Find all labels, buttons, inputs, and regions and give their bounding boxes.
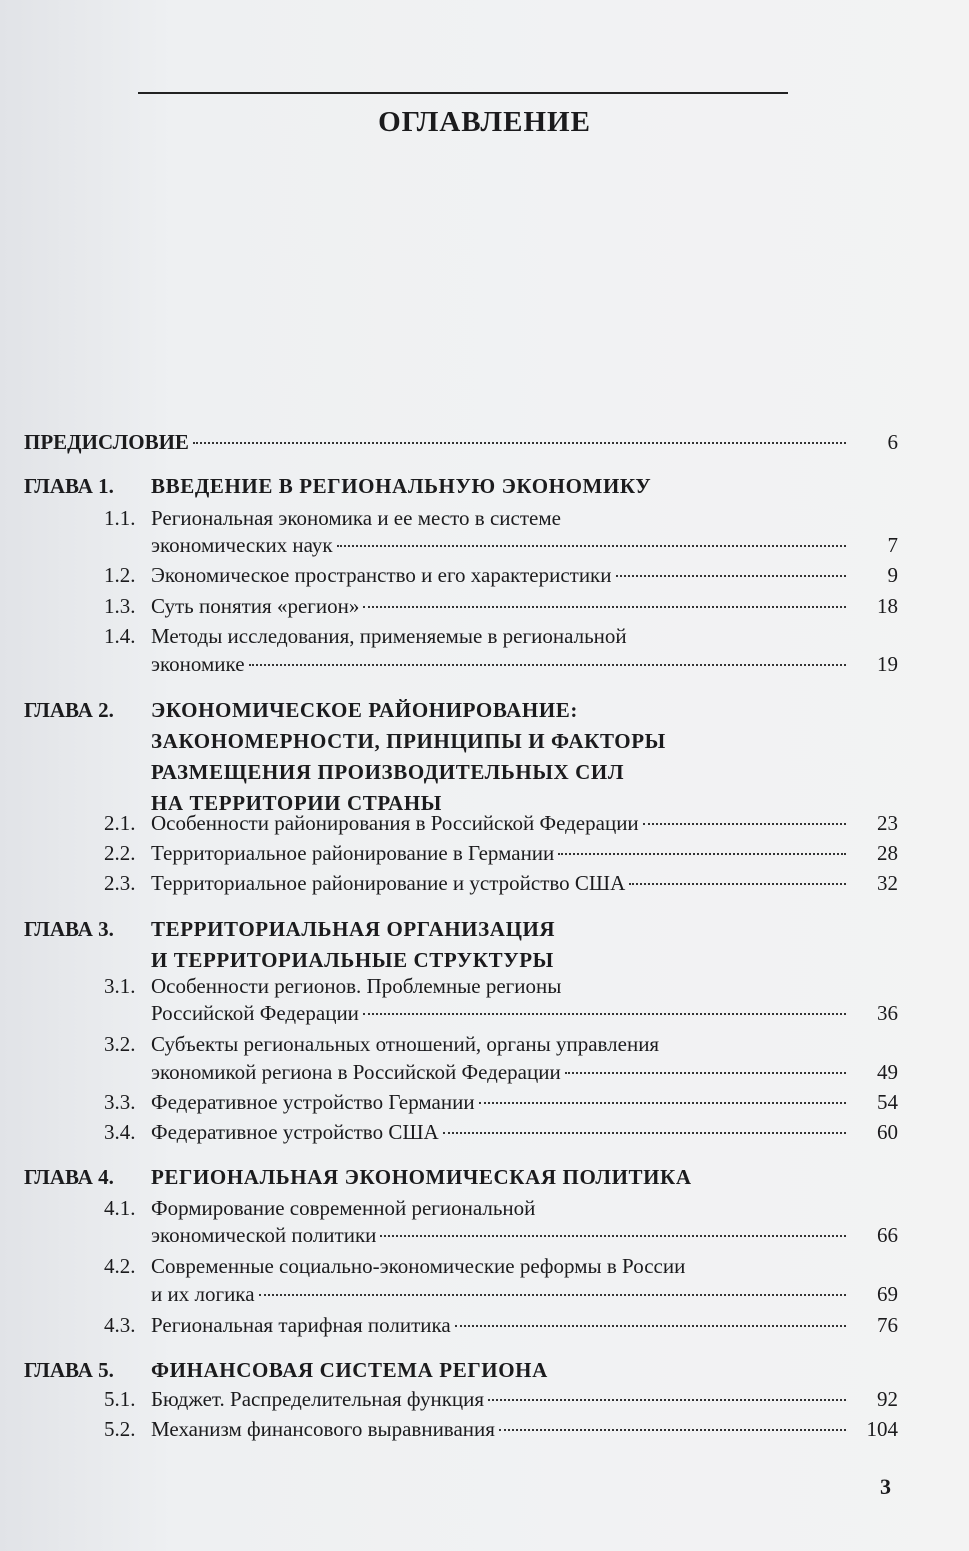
section-title-line: Формирование современной региональной [151, 1196, 536, 1220]
section-title-line: Территориальное районирование и устройство США [151, 871, 626, 895]
section-title-line: Современные социально-экономические реформы в России [151, 1254, 686, 1278]
toc-entry [151, 1088, 850, 1117]
chapter-2-title: РАЗМЕЩЕНИЯ ПРОИЗВОДИТЕЛЬНЫХ СИЛ [151, 760, 625, 784]
section-title-line: экономике [151, 652, 245, 676]
section-title-line: Особенности регионов. Проблемные регионы [151, 974, 562, 998]
chapter-4-label: ГЛАВА 4. [24, 1165, 114, 1189]
section-number: 1.2. [104, 563, 136, 587]
toc-entry [151, 561, 850, 590]
leader-dots [443, 1132, 846, 1134]
preface-page: 6 [887, 430, 898, 454]
section-title-line: Методы исследования, применяемые в региональной [151, 624, 627, 648]
section-title-line: Федеративное устройство Германии [151, 1090, 475, 1114]
section-page: 66 [877, 1223, 898, 1247]
section-number: 1.3. [104, 594, 136, 618]
chapter-2-title: НА ТЕРРИТОРИИ СТРАНЫ [151, 791, 442, 815]
chapter-1-label: ГЛАВА 1. [24, 474, 114, 498]
chapter-3-title: И ТЕРРИТОРИАЛЬНЫЕ СТРУКТУРЫ [151, 948, 554, 972]
section-title-line: Федеративное устройство США [151, 1120, 439, 1144]
section-title-line: Особенности районирования в Российской Федерации [151, 811, 639, 835]
toc-entry [151, 1221, 850, 1250]
section-title-line: экономических наук [151, 533, 333, 557]
section-number: 3.1. [104, 974, 136, 998]
section-number: 2.3. [104, 871, 136, 895]
page-number: 3 [880, 1474, 891, 1499]
leader-dots [363, 1013, 846, 1015]
toc-entry [151, 869, 850, 898]
section-number: 3.3. [104, 1090, 136, 1114]
chapter-5-label: ГЛАВА 5. [24, 1358, 114, 1382]
section-page: 60 [877, 1120, 898, 1144]
section-title-line: Субъекты региональных отношений, органы управления [151, 1032, 660, 1056]
leader-dots [363, 606, 846, 608]
section-number: 5.1. [104, 1387, 136, 1411]
chapter-4-title: РЕГИОНАЛЬНАЯ ЭКОНОМИЧЕСКАЯ ПОЛИТИКА [151, 1165, 692, 1189]
toc-entry [151, 1280, 850, 1309]
chapter-3-title: ТЕРРИТОРИАЛЬНАЯ ОРГАНИЗАЦИЯ [151, 917, 556, 941]
section-title-line: Бюджет. Распределительная функция [151, 1387, 485, 1411]
toc-entry [151, 650, 850, 679]
section-number: 2.1. [104, 811, 136, 835]
section-number: 4.1. [104, 1196, 136, 1220]
section-number: 1.1. [104, 506, 136, 530]
toc-entry [151, 1385, 850, 1414]
chapter-2-title: ЗАКОНОМЕРНОСТИ, ПРИНЦИПЫ И ФАКТОРЫ [151, 729, 666, 753]
section-page: 9 [887, 563, 898, 587]
section-title-line: и их логика [151, 1282, 255, 1306]
leader-dots [337, 545, 846, 547]
leader-dots [565, 1072, 846, 1074]
section-title-line: Региональная экономика и ее место в системе [151, 506, 561, 530]
section-page: 18 [877, 594, 898, 618]
chapter-2-label: ГЛАВА 2. [24, 698, 114, 722]
toc-entry [151, 1118, 850, 1147]
section-title-line: Территориальное районирование в Германии [151, 841, 555, 865]
section-number: 5.2. [104, 1417, 136, 1441]
leader-dots [455, 1325, 846, 1327]
section-page: 32 [877, 871, 898, 895]
section-page: 54 [877, 1090, 898, 1114]
section-number: 3.2. [104, 1032, 136, 1056]
toc-entry [151, 592, 850, 621]
section-page: 49 [877, 1060, 898, 1084]
page-title: ОГЛАВЛЕНИЕ [378, 106, 591, 138]
section-page: 92 [877, 1387, 898, 1411]
toc-entry [151, 1311, 850, 1340]
section-title-line: Региональная тарифная политика [151, 1313, 451, 1337]
section-title-line: Механизм финансового выравнивания [151, 1417, 495, 1441]
leader-dots [616, 575, 846, 577]
section-title-line: экономической политики [151, 1223, 377, 1247]
leader-dots [479, 1102, 846, 1104]
section-title-line: Российской Федерации [151, 1001, 359, 1025]
toc-entry [151, 809, 850, 838]
leader-dots [259, 1294, 846, 1296]
section-page: 19 [877, 652, 898, 676]
leader-dots [380, 1235, 846, 1237]
toc-entry [151, 531, 850, 560]
toc-entry [151, 839, 850, 868]
toc-entry [151, 999, 850, 1028]
toc-entry [151, 1415, 850, 1444]
section-number: 2.2. [104, 841, 136, 865]
toc-entry [151, 1058, 850, 1087]
leader-dots [558, 853, 846, 855]
top-rule [138, 92, 788, 94]
section-title-line: экономикой региона в Российской Федерации [151, 1060, 561, 1084]
section-page: 69 [877, 1282, 898, 1306]
toc-entry-preface [24, 428, 850, 457]
leader-dots [629, 883, 846, 885]
preface-label: ПРЕДИСЛОВИЕ [24, 430, 189, 454]
section-title-line: Экономическое пространство и его характеристики [151, 563, 612, 587]
section-page: 104 [866, 1417, 898, 1441]
chapter-1-title: ВВЕДЕНИЕ В РЕГИОНАЛЬНУЮ ЭКОНОМИКУ [151, 474, 652, 498]
section-title-line: Суть понятия «регион» [151, 594, 360, 618]
leader-dots [193, 442, 846, 444]
leader-dots [643, 823, 846, 825]
section-number: 4.2. [104, 1254, 136, 1278]
section-number: 4.3. [104, 1313, 136, 1337]
section-number: 1.4. [104, 624, 136, 648]
section-page: 28 [877, 841, 898, 865]
section-number: 3.4. [104, 1120, 136, 1144]
leader-dots [499, 1429, 846, 1431]
section-page: 36 [877, 1001, 898, 1025]
section-page: 7 [887, 533, 898, 557]
section-page: 76 [877, 1313, 898, 1337]
chapter-5-title: ФИНАНСОВАЯ СИСТЕМА РЕГИОНА [151, 1358, 548, 1382]
leader-dots [488, 1399, 846, 1401]
leader-dots [249, 664, 846, 666]
section-page: 23 [877, 811, 898, 835]
chapter-3-label: ГЛАВА 3. [24, 917, 114, 941]
chapter-2-title: ЭКОНОМИЧЕСКОЕ РАЙОНИРОВАНИЕ: [151, 698, 578, 722]
